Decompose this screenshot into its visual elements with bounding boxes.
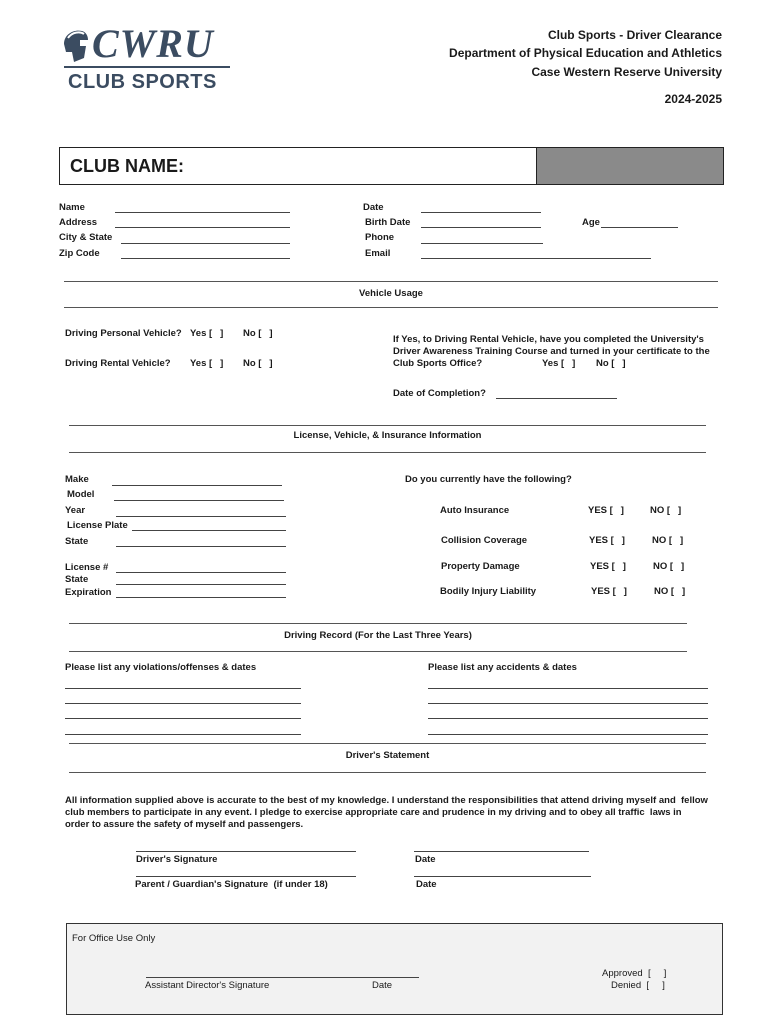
rental-vehicle-yes[interactable]: Yes [ ] [190,358,224,369]
club-name-label: CLUB NAME: [70,156,184,176]
name-label: Name [59,202,85,213]
date-field[interactable] [421,212,541,213]
license-number-field[interactable] [116,572,286,573]
rental-note-line1: If Yes, to Driving Rental Vehicle, have you completed the University's [393,334,704,345]
property-damage-yes[interactable]: YES [ ] [590,561,626,572]
bodily-injury-no[interactable]: NO [ ] [654,586,686,597]
divider [64,307,718,308]
plate-label: License Plate [67,520,128,531]
email-label: Email [365,248,391,259]
date-label: Date [363,202,384,213]
club-name-box [59,147,724,185]
divider [69,452,706,453]
assistant-signature-label: Assistant Director's Signature [145,980,270,991]
insurance-item: Auto Insurance [440,505,510,516]
model-field[interactable] [114,500,284,501]
city-state-label: City & State [59,232,113,243]
plate-field[interactable] [132,530,286,531]
rental-note-line2: Driver Awareness Training Course and turned in your certificate to the [393,346,710,357]
address-label: Address [59,217,98,228]
zip-label: Zip Code [59,248,100,259]
denied-checkbox[interactable]: Denied [ ] [611,980,665,991]
personal-vehicle-yes[interactable]: Yes [ ] [190,328,224,339]
violations-line[interactable] [65,734,301,735]
state-label: State [65,536,89,547]
divider [69,651,687,652]
violations-line[interactable] [65,718,301,719]
license-state-label: State [65,574,89,585]
year-label: Year [65,505,86,516]
insurance-item: Collision Coverage [441,535,528,546]
license-state-field[interactable] [116,584,286,585]
make-label: Make [65,474,89,485]
rental-vehicle-question: Driving Rental Vehicle? [65,358,171,369]
year-field[interactable] [116,516,286,517]
state-field[interactable] [116,546,286,547]
collision-yes[interactable]: YES [ ] [589,535,625,546]
club-name-field[interactable] [536,148,723,184]
accidents-line[interactable] [428,703,708,704]
divider [69,623,687,624]
parent-date-field[interactable] [414,876,591,877]
birth-date-label: Birth Date [365,217,411,228]
logo-wordmark: CWRU [92,21,214,66]
parent-signature-label: Parent / Guardian's Signature (if under 18) [135,879,328,890]
violations-label: Please list any violations/offenses & dates [65,662,257,673]
phone-field[interactable] [421,243,543,244]
office-use-title: For Office Use Only [72,933,156,944]
auto-insurance-yes[interactable]: YES [ ] [588,505,624,516]
insurance-item: Property Damage [441,561,520,572]
completion-field[interactable] [496,398,617,399]
divider [69,772,706,773]
training-no[interactable]: No [ ] [596,358,626,369]
accidents-label: Please list any accidents & dates [428,662,577,673]
vehicle-usage-title: Vehicle Usage [359,288,423,299]
parent-signature-field[interactable] [136,876,356,877]
statement-line1: All information supplied above is accurate to the best of my knowledge. I understand the responsibilities that attend driving myself and fellow [65,795,708,806]
divider [69,743,706,744]
email-field[interactable] [421,258,651,259]
statement-title: Driver's Statement [345,750,430,761]
model-label: Model [67,489,95,500]
birth-date-field[interactable] [421,227,541,228]
make-field[interactable] [112,485,282,486]
driving-record-title: Driving Record (For the Last Three Years) [284,630,472,641]
header-title: Club Sports - Driver Clearance [547,28,722,42]
driver-signature-label: Driver's Signature [136,854,218,865]
office-date-label: Date [372,980,393,991]
auto-insurance-no[interactable]: NO [ ] [650,505,682,516]
age-label: Age [582,217,600,228]
driver-signature-field[interactable] [136,851,356,852]
accidents-line[interactable] [428,734,708,735]
rental-note-line3: Club Sports Office? [393,358,483,369]
name-field[interactable] [115,212,290,213]
insurance-question: Do you currently have the following? [405,474,572,485]
expiration-label: Expiration [65,587,112,598]
assistant-signature-field[interactable] [146,977,419,978]
approved-checkbox[interactable]: Approved [ ] [602,968,667,979]
driver-date-field[interactable] [414,851,589,852]
personal-vehicle-question: Driving Personal Vehicle? [65,328,182,339]
spartan-helmet-icon [60,28,90,64]
divider [64,281,718,282]
driver-date-label: Date [415,854,436,865]
address-field[interactable] [115,227,290,228]
license-title: License, Vehicle, & Insurance Information [293,430,482,441]
header-year: 2024-2025 [664,92,722,106]
rental-vehicle-no[interactable]: No [ ] [243,358,273,369]
age-field[interactable] [601,227,678,228]
office-use-box [66,923,723,1015]
completion-label: Date of Completion? [393,388,486,399]
accidents-line[interactable] [428,688,708,689]
header-university: Case Western Reserve University [531,65,722,79]
statement-line3: order to assure the safety of myself and passengers. [65,819,304,830]
zip-field[interactable] [121,258,290,259]
personal-vehicle-no[interactable]: No [ ] [243,328,273,339]
expiration-field[interactable] [116,597,286,598]
training-yes[interactable]: Yes [ ] [542,358,576,369]
collision-no[interactable]: NO [ ] [652,535,684,546]
license-number-label: License # [65,562,109,573]
violations-line[interactable] [65,703,301,704]
phone-label: Phone [365,232,395,243]
property-damage-no[interactable]: NO [ ] [653,561,685,572]
parent-date-label: Date [416,879,437,890]
divider [69,425,706,426]
accidents-line[interactable] [428,718,708,719]
bodily-injury-yes[interactable]: YES [ ] [591,586,627,597]
insurance-item: Bodily Injury Liability [440,586,537,597]
city-state-field[interactable] [121,243,290,244]
violations-line[interactable] [65,688,301,689]
logo [60,21,235,96]
logo-divider [64,66,230,68]
statement-line2: club members to participate in any event. I pledge to exercise appropriate care and prudence in my driving and to obey all traffic laws in [65,807,682,818]
header-department: Department of Physical Education and Athletics [449,46,722,60]
logo-subtitle: CLUB SPORTS [68,71,217,93]
